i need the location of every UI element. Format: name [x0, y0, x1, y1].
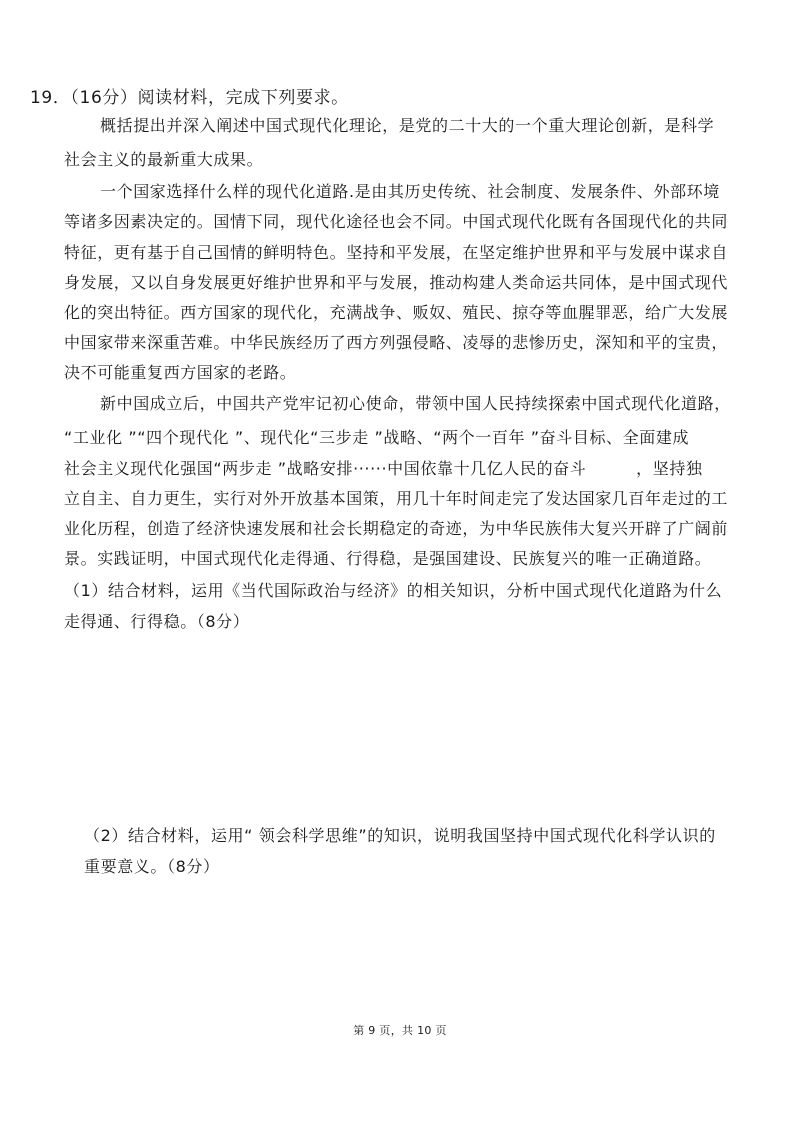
- material-line: 新中国成立后，中国共产党牢记初心使命，带领中国人民持续探索中国式现代化道路，: [100, 394, 731, 413]
- page-number: 第 9 页，共 10 页: [353, 1024, 447, 1037]
- material-line: 概括提出并深入阐述中国式现代化理论，是党的二十大的一个重大理论创新，是科学: [100, 116, 715, 135]
- material-line: 决不可能重复西方国家的老路。: [64, 363, 297, 382]
- material-line: “工业化 ”“四个现代化 ”、现代化“三步走 ”战略、“两个一百年 ”奋斗目标、全面建成: [64, 428, 690, 447]
- subquestion-2: （2）结合材料，运用“ 领会科学思维”的知识，说明我国坚持中国式现代化科学认识的: [84, 826, 716, 845]
- material-line: 景。实践证明，中国式现代化走得通、行得稳，是强国建设、民族复兴的唯一正确道路。: [64, 549, 712, 568]
- material-line: 身发展，又以自身发展更好维护世界和平与发展，推动构建人类命运共同体，是中国式现代: [64, 273, 729, 292]
- material-line: 业化历程，创造了经济快速发展和社会长期稳定的奇迹，为中华民族伟大复兴开辟了广阔前: [64, 519, 729, 538]
- question-header: 19．（16分）阅读材料，完成下列要求。: [30, 88, 349, 108]
- material-line: 中国家带来深重苦难。中华民族经历了西方列强侵略、凌辱的悲惨历史，深知和平的宝贵，: [64, 333, 729, 352]
- subquestion-1: （1）结合材料，运用《当代国际政治与经济》的相关知识，分析中国式现代化道路为什么: [64, 581, 723, 600]
- material-line: 特征，更有基于自己国情的鲜明特色。坚持和平发展，在坚定维护世界和平与发展中谋求自: [64, 243, 729, 262]
- material-line: 一个国家选择什么样的现代化道路.是由其历史传统、社会制度、发展条件、外部环境: [100, 182, 720, 201]
- subquestion-1: 走得通、行得稳。（8分）: [64, 612, 250, 631]
- material-line: 社会主义现代化强国“两步走 ”战略安排······中国依靠十几亿人民的奋斗 ，坚持独: [64, 459, 703, 478]
- material-line: 等诸多因素决定的。国情下同，现代化途径也会不同。中国式现代化既有各国现代化的共同: [64, 212, 729, 231]
- material-line: 社会主义的最新重大成果。: [64, 150, 264, 169]
- material-line: 化的突出特征。西方国家的现代化，充满战争、贩奴、殖民、掠夺等血腥罪恶，给广大发展: [64, 303, 729, 322]
- subquestion-2: 重要意义。（8分）: [84, 857, 220, 876]
- material-line: 立自主、自力更生，实行对外开放基本国策，用几十年时间走完了发达国家几百年走过的工: [64, 489, 729, 508]
